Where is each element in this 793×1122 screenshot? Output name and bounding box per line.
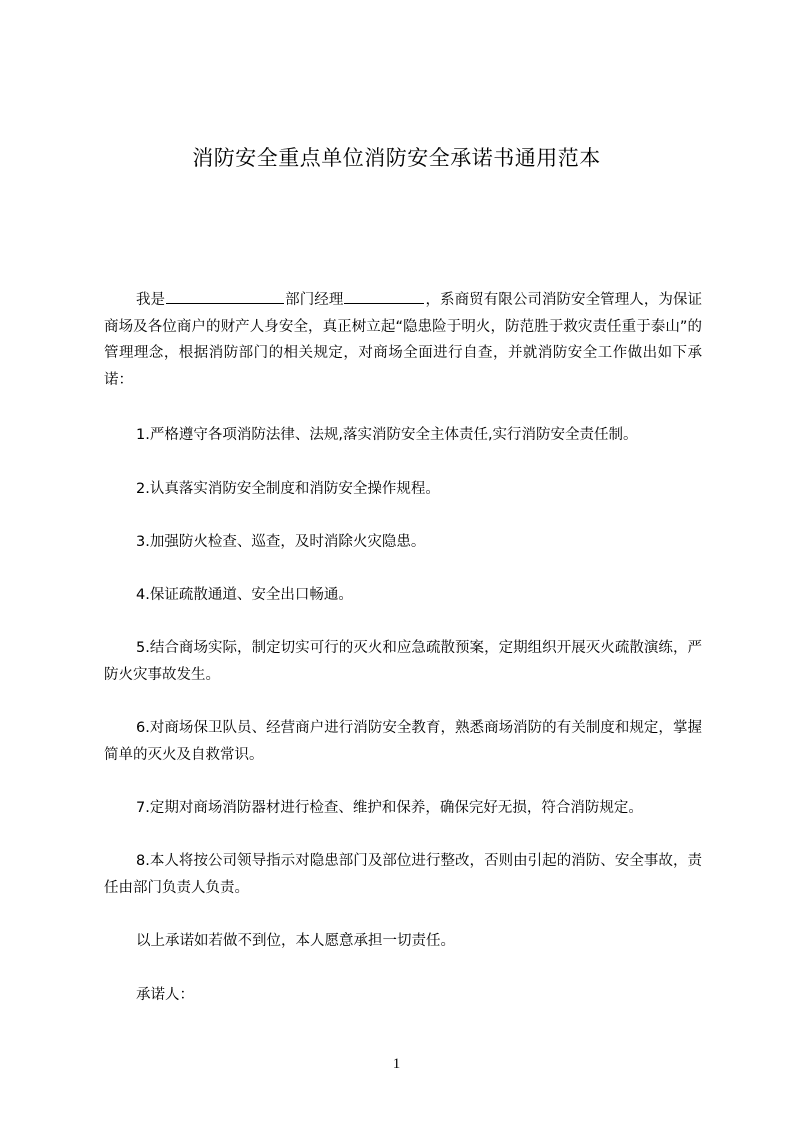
commitment-item-6: 6.对商场保卫队员、经营商户进行消防安全教育，熟悉商场消防的有关制度和规定，掌握简单的灭火及自救常识。 xyxy=(104,720,702,763)
signature-label: 承诺人： xyxy=(136,987,194,1003)
closing-statement: 以上承诺如若做不到位，本人愿意承担一切责任。 xyxy=(136,933,455,949)
page-number: 1 xyxy=(392,1056,401,1072)
document-title: 消防安全重点单位消防安全承诺书通用范本 xyxy=(192,146,601,170)
commitment-item-7: 7.定期对商场消防器材进行检查、维护和保养，确保完好无损，符合消防规定。 xyxy=(136,800,643,816)
commitment-item-2: 2.认真落实消防安全制度和消防安全操作规程。 xyxy=(136,481,440,497)
department-blank xyxy=(166,287,284,304)
name-blank xyxy=(344,287,424,304)
intro-text-3: ，系商贸有限公司消防安全管理人，为保证商场及各位商户的财产人身安全，真正树立起“隐患险于明火，防范胜于救灾责任重于泰山”的管理理念，根据消防部门的相关规定，对商场全面进行自查，并就消防安全工作做出如下承诺： xyxy=(104,292,703,388)
commitment-item-5: 5.结合商场实际，制定切实可行的灭火和应急疏散预案，定期组织开展灭火疏散演练，严防火灾事故发生。 xyxy=(104,640,702,683)
intro-paragraph xyxy=(104,287,702,393)
commitment-item-8: 8.本人将按公司领导指示对隐患部门及部位进行整改，否则由引起的消防、安全事故，责任由部门负责人负责。 xyxy=(104,853,702,896)
intro-text-1: 我是 xyxy=(136,292,166,308)
intro-text-2: 部门经理 xyxy=(285,292,344,308)
commitment-item-3: 3.加强防火检查、巡查，及时消除火灾隐患。 xyxy=(136,534,426,550)
commitment-item-4: 4.保证疏散通道、安全出口畅通。 xyxy=(136,587,353,603)
commitment-item-1: 1.严格遵守各项消防法律、法规,落实消防安全主体责任,实行消防安全责任制。 xyxy=(136,427,638,443)
